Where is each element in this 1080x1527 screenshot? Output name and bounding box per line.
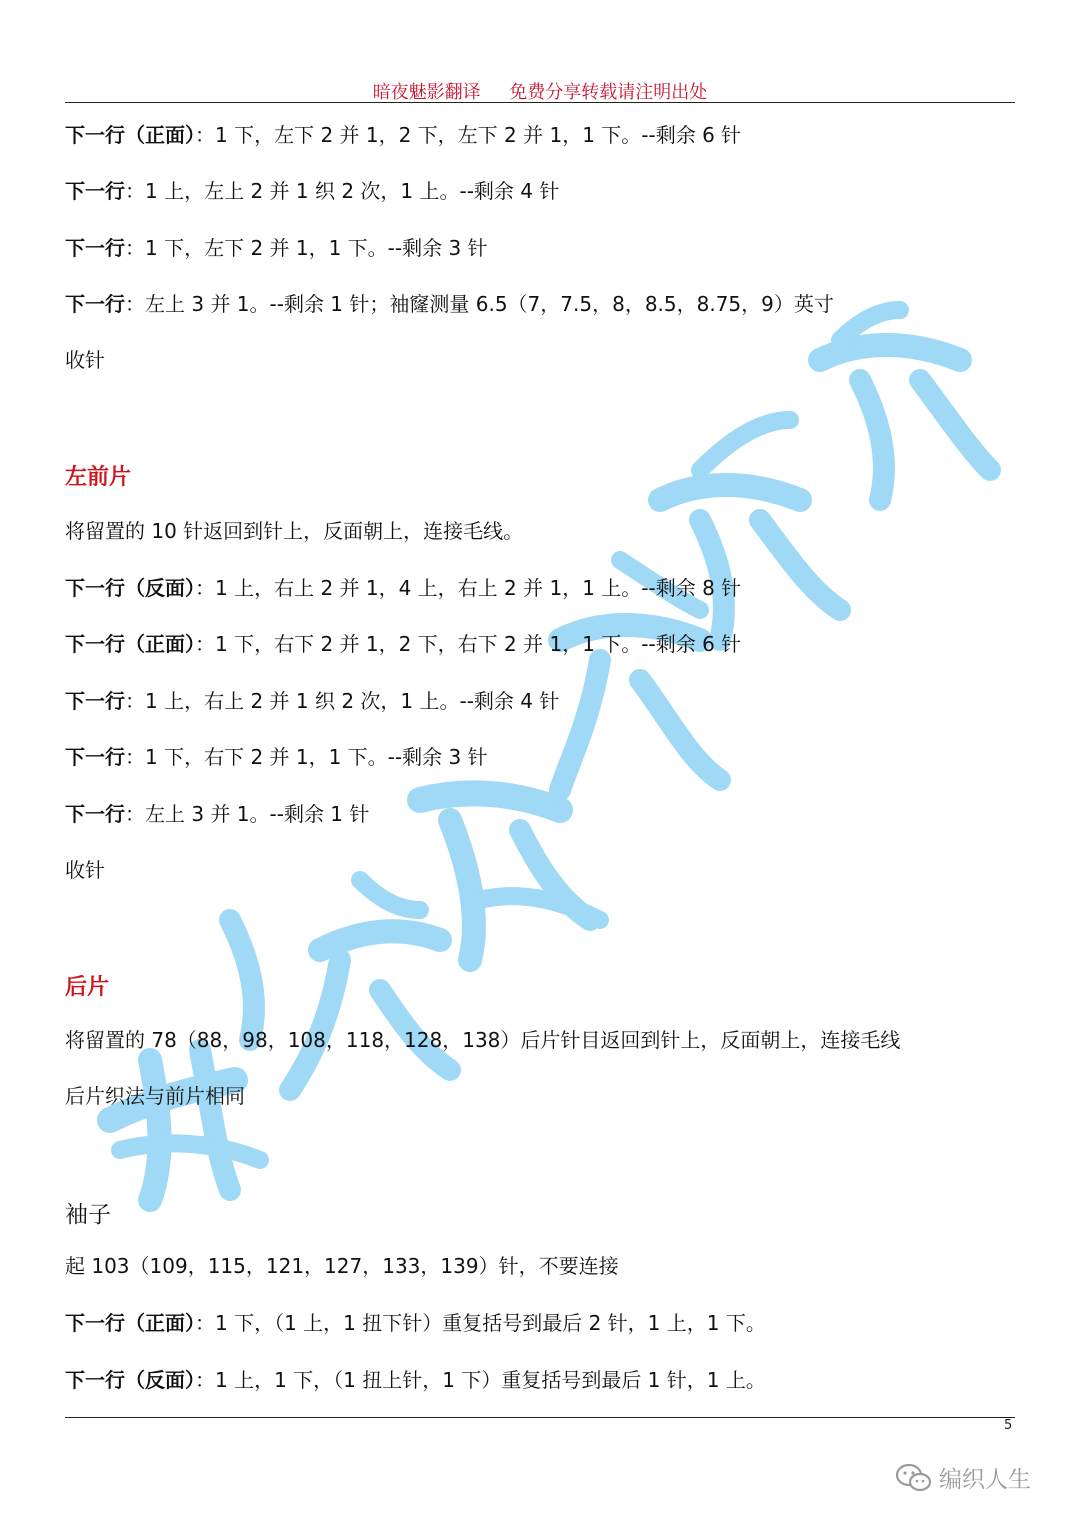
instruction-row: [65, 630, 741, 658]
instruction-row: [65, 574, 741, 602]
row-label: 下一行（反面）: [65, 1368, 195, 1392]
row-text: ：1 上，1 下，（1 扭上针，1 下）重复括号到最后 1 针，1 上。: [195, 1368, 766, 1392]
header-divider: [65, 102, 1015, 103]
row-label: 下一行（正面）: [65, 1311, 195, 1335]
row-text: ：左上 3 并 1。--剩余 1 针；袖窿测量 6.5（7，7.5，8，8.5，8.75，9）英寸: [125, 292, 834, 316]
wechat-icon: [895, 1462, 933, 1494]
row-label: 下一行: [65, 802, 125, 826]
section-intro: 将留置的 10 针返回到针上，反面朝上，连接毛线。: [65, 519, 524, 543]
row-text: ：1 下，（1 上，1 扭下针）重复括号到最后 2 针，1 上，1 下。: [195, 1311, 766, 1335]
row-label: 下一行: [65, 179, 125, 203]
bind-off-text: 收针: [65, 348, 105, 372]
instruction-row: [65, 687, 559, 715]
brand-name: 编织人生: [939, 1467, 1031, 1493]
section-heading-back: 后片: [65, 975, 110, 1000]
instruction-row: [65, 290, 834, 318]
instruction-row: [65, 1366, 766, 1394]
row-label: 下一行（正面）: [65, 632, 195, 656]
page-number: 5: [1004, 1418, 1013, 1433]
row-text: ：1 上，左上 2 并 1 织 2 次，1 上。--剩余 4 针: [125, 179, 560, 203]
brand-signature: [895, 1461, 1031, 1494]
section-heading-sleeve: 袖子: [65, 1202, 111, 1228]
row-text: ：1 下，右下 2 并 1，1 下。--剩余 3 针: [125, 745, 488, 769]
row-label: 下一行: [65, 745, 125, 769]
row-text: ：1 上，右上 2 并 1，4 上，右上 2 并 1，1 上。--剩余 8 针: [195, 576, 742, 600]
row-text: ：左上 3 并 1。--剩余 1 针: [125, 802, 370, 826]
instruction-row: [65, 800, 369, 828]
row-label: 下一行: [65, 689, 125, 713]
row-label: 下一行（正面）: [65, 123, 195, 147]
bind-off-text: 收针: [65, 858, 105, 882]
section-intro: 将留置的 78（88，98，108，118，128，138）后片针目返回到针上，反面朝上，连接毛线: [65, 1028, 901, 1052]
footer-divider: [65, 1417, 1015, 1418]
instruction-row: [65, 743, 488, 771]
instruction-row: [65, 234, 488, 262]
page-header: 暗夜魅影翻译 免费分享转载请注明出处: [372, 82, 708, 103]
instruction-row: [65, 177, 559, 205]
row-label: 下一行（反面）: [65, 576, 195, 600]
row-text: ：1 下，左下 2 并 1，2 下，左下 2 并 1，1 下。--剩余 6 针: [195, 123, 742, 147]
row-text: ：1 下，左下 2 并 1，1 下。--剩余 3 针: [125, 236, 488, 260]
section-note: 后片织法与前片相同: [65, 1084, 245, 1108]
row-label: 下一行: [65, 236, 125, 260]
row-text: ：1 下，右下 2 并 1，2 下，右下 2 并 1，1 下。--剩余 6 针: [195, 632, 742, 656]
row-label: 下一行: [65, 292, 125, 316]
instruction-row: [65, 1309, 766, 1337]
instruction-row: [65, 121, 741, 149]
section-heading-left-front: 左前片: [65, 465, 132, 490]
cast-on-text: 起 103（109，115，121，127，133，139）针，不要连接: [65, 1254, 619, 1278]
row-text: ：1 上，右上 2 并 1 织 2 次，1 上。--剩余 4 针: [125, 689, 560, 713]
